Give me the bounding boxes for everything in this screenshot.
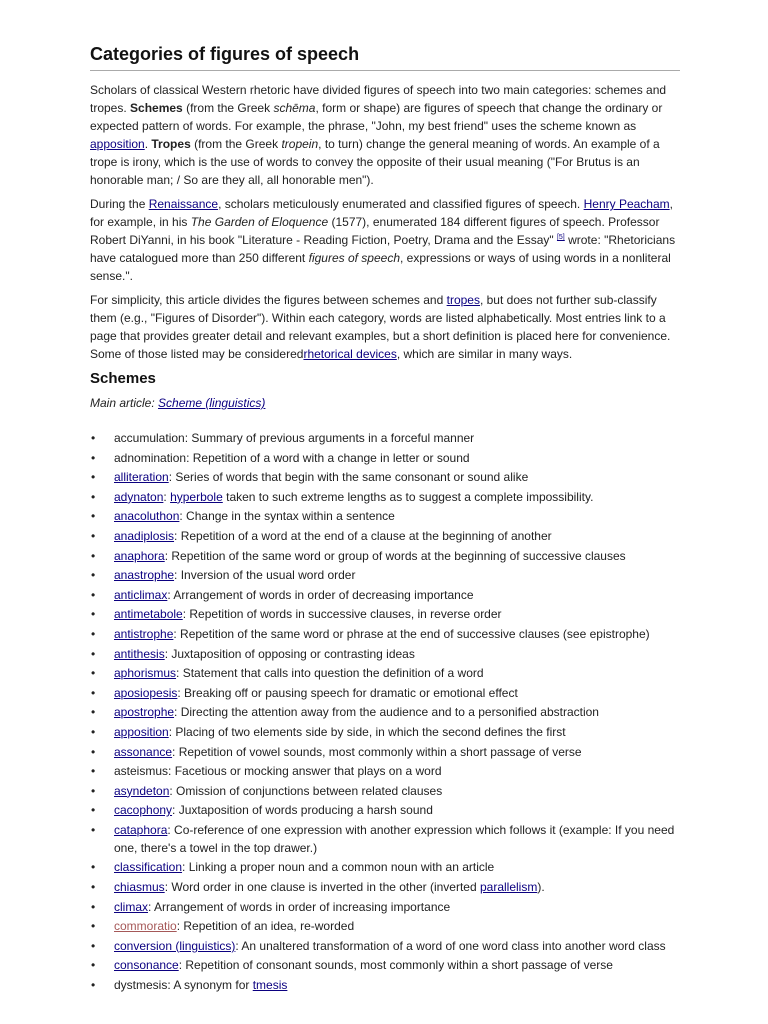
term-link[interactable]: anacoluthon [114, 509, 180, 524]
link-scheme-linguistics[interactable]: Scheme (linguistics) [158, 396, 266, 410]
text: . [144, 137, 152, 151]
bullet-icon: • [91, 803, 96, 818]
book-title: The Garden of Eloquence [190, 215, 329, 229]
text: , form or shape) are figures of speech that change the ordinary or expected pattern of words. For example, the phrase, "John, my best friend" uses the scheme known as [90, 101, 663, 133]
term-link[interactable]: assonance [114, 744, 173, 759]
list-item [90, 605, 680, 623]
term-link[interactable]: conversion (linguistics) [114, 938, 236, 953]
bullet-icon: • [91, 666, 96, 681]
bullet-icon: • [91, 450, 96, 465]
term-link[interactable]: antithesis [114, 646, 165, 661]
text: , for example, in his [90, 197, 673, 229]
term-definition: : [163, 489, 171, 504]
term-definition: : Series of words that begin with the same consonant or sound alike [168, 470, 529, 485]
term-definition: : Inversion of the usual word order [174, 568, 356, 583]
term-definition: : Placing of two elements side by side, in which the second defines the first [168, 724, 566, 739]
term-definition: : Arrangement of words in order of increasing importance [148, 899, 451, 914]
list-item [90, 703, 680, 721]
list-item [90, 956, 680, 974]
term-definition: : Summary of previous arguments in a forceful manner [184, 431, 475, 445]
list-item [90, 821, 680, 857]
term-link[interactable]: antimetabole [114, 607, 183, 622]
schemes-list [90, 429, 680, 994]
list-item [90, 547, 680, 565]
list-item [90, 801, 680, 819]
bullet-icon: • [91, 685, 96, 700]
bullet-icon: • [91, 919, 96, 934]
list-item [90, 527, 680, 545]
term-link[interactable]: anaphora [114, 548, 165, 563]
citation-link[interactable]: [5] [556, 234, 565, 241]
term-definition: : Juxtaposition of opposing or contrasting ideas [164, 646, 415, 661]
bullet-icon: • [91, 860, 96, 875]
term-link[interactable]: classification [114, 860, 183, 875]
text: , to turn) change the general meaning of words. An example of a trope is irony, which is the use of words to convey the opposite of their usual meaning ("For Brutus is an honorable man; / So are they all, all honorable men"). [90, 137, 660, 187]
term-link[interactable]: apposition [114, 724, 169, 739]
text: Main article: [90, 396, 159, 410]
term-definition: : Omission of conjunctions between related clauses [169, 783, 443, 798]
list-item [90, 878, 680, 896]
term-definition: : Linking a proper noun and a common noun with an article [182, 860, 495, 875]
term-link[interactable]: consonance [114, 958, 179, 973]
term-link[interactable]: chiasmus [114, 880, 165, 895]
main-article-note [90, 394, 680, 412]
term-definition: : Repetition of an idea, re-worded [176, 919, 355, 934]
list-item [90, 586, 680, 604]
term-definition: : An unaltered transformation of a word of one word class into another word class [235, 938, 666, 953]
intro-paragraph [90, 81, 680, 189]
term-link[interactable]: apostrophe [114, 705, 175, 720]
link-renaissance[interactable]: Renaissance [148, 197, 219, 211]
term-link[interactable]: anticlimax [114, 587, 168, 602]
list-item [90, 429, 680, 447]
section-heading-schemes: Schemes [90, 370, 156, 387]
bullet-icon: • [91, 744, 96, 759]
term-definition: : Juxtaposition of words producing a harsh sound [172, 803, 433, 818]
term-text: adnomination [114, 450, 187, 465]
renaissance-paragraph [90, 195, 680, 285]
term-link[interactable]: anadiplosis [114, 528, 175, 543]
term-link[interactable]: commoratio [114, 919, 177, 934]
bullet-icon: • [91, 626, 96, 641]
article [90, 42, 680, 996]
list-item [90, 743, 680, 761]
list-item [90, 566, 680, 584]
list-item [90, 858, 680, 876]
bullet-icon: • [91, 764, 96, 779]
bullet-icon: • [91, 548, 96, 563]
list-item [90, 507, 680, 525]
term-definition: : Repetition of vowel sounds, most commonly within a short passage of verse [172, 744, 582, 759]
text: (from the Greek [190, 137, 282, 151]
bullet-icon: • [91, 783, 96, 798]
italic-term: figures of speech [308, 251, 400, 265]
term-definition: : Statement that calls into question the definition of a word [176, 666, 484, 681]
bullet-icon: • [91, 470, 96, 485]
text: wrote: "Rhetoricians have catalogued more than 250 different [90, 233, 676, 265]
list-item [90, 449, 680, 467]
link-rhetorical-devices[interactable]: rhetorical devices [303, 347, 397, 361]
bullet-icon: • [91, 705, 96, 720]
term-link[interactable]: antistrophe [114, 626, 174, 641]
term-link[interactable]: aphorismus [114, 666, 177, 681]
term-definition: taken to such extreme lengths as to suggest a complete impossibility. [222, 489, 594, 504]
term-text: asteismus [114, 764, 169, 779]
term-definition: : Arrangement of words in order of decreasing importance [167, 587, 474, 602]
bullet-icon: • [91, 880, 96, 895]
simplicity-paragraph [90, 291, 680, 363]
term-link[interactable]: alliteration [114, 470, 169, 485]
bullet-icon: • [91, 724, 96, 739]
text: , scholars meticulously enumerated and classified figures of speech. [218, 197, 584, 211]
text: , which are similar in many ways. [396, 347, 573, 361]
text: For simplicity, this article divides the figures between schemes and [90, 293, 447, 307]
list-item [90, 917, 680, 935]
term-definition: : Co-reference of one expression with another expression which follows it (example: If you need one, there's a towel in the top drawer.) [114, 822, 675, 855]
bullet-icon: • [91, 528, 96, 543]
term-definition: : Directing the attention away from the audience and to a personified abstraction [174, 705, 599, 720]
italic-term: tropein [281, 137, 319, 151]
term-link[interactable]: aposiopesis [114, 685, 178, 700]
text: Scholars of classical Western rhetoric have divided figures of speech into two main categories: schemes and tropes. [90, 83, 667, 115]
term-definition: : Repetition of the same word or phrase at the end of successive clauses (see epistrophe) [173, 626, 650, 641]
link-henry-peacham[interactable]: Henry Peacham [583, 197, 670, 211]
inline-term-link[interactable]: tmesis [252, 978, 288, 993]
term-text: dystmesis [114, 978, 168, 993]
term-definition: : Repetition of a word at the end of a clause at the beginning of another [174, 528, 552, 543]
bullet-icon: • [91, 489, 96, 504]
bullet-icon: • [91, 938, 96, 953]
list-item [90, 684, 680, 702]
page-title: Categories of figures of speech [90, 42, 680, 71]
term-definition: ). [537, 880, 545, 895]
list-item [90, 664, 680, 682]
term-link[interactable]: asyndeton [114, 783, 170, 798]
term-definition: : A synonym for [167, 978, 253, 993]
text: During the [90, 197, 149, 211]
term-link[interactable]: cacophony [114, 803, 173, 818]
bullet-icon: • [91, 822, 96, 837]
link-apposition[interactable]: apposition [90, 137, 145, 151]
term-link[interactable]: climax [114, 899, 149, 914]
list-item [90, 468, 680, 486]
italic-term: schēma [273, 101, 316, 115]
list-item [90, 976, 680, 994]
term-link[interactable]: cataphora [114, 822, 168, 837]
list-item [90, 898, 680, 916]
term-definition: : Repetition of the same word or group of words at the beginning of successive clauses [164, 548, 626, 563]
bullet-icon: • [91, 958, 96, 973]
list-item [90, 937, 680, 955]
list-item [90, 782, 680, 800]
bold-term-schemes: Schemes [130, 101, 183, 115]
text: , but does not further sub-classify them (e.g., "Figures of Disorder"). Within each category, words are listed alphabetically. Most entries link to a page that provides greater detail and relevant examples, but a short definition is placed here for convenience. Some of those listed may be considered [90, 293, 671, 361]
list-item [90, 723, 680, 741]
list-item [90, 762, 680, 780]
term-link[interactable]: adynaton [114, 489, 164, 504]
term-definition: : Repetition of consonant sounds, most commonly within a short passage of verse [178, 958, 613, 973]
text: (from the Greek [182, 101, 274, 115]
term-definition: : Repetition of words in successive clauses, in reverse order [182, 607, 502, 622]
bullet-icon: • [91, 509, 96, 524]
bold-term-tropes: Tropes [151, 137, 191, 151]
text: (1577), enumerated 184 different figures of speech. Professor Robert DiYanni, in his book "Literature - Reading Fiction, Poetry, Drama and the Essay" [90, 215, 660, 247]
list-item [90, 625, 680, 643]
list-item [90, 645, 680, 663]
term-definition: : Repetition of a word with a change in letter or sound [186, 450, 470, 465]
term-definition: : Word order in one clause is inverted in the other (inverted [164, 880, 480, 895]
bullet-icon: • [91, 431, 96, 445]
list-item [90, 488, 680, 506]
term-link[interactable]: anastrophe [114, 568, 175, 583]
term-definition: : Facetious or mocking answer that plays on a word [168, 764, 442, 779]
bullet-icon: • [91, 607, 96, 622]
bullet-icon: • [91, 899, 96, 914]
bullet-icon: • [91, 978, 96, 993]
link-tropes[interactable]: tropes [446, 293, 480, 307]
bullet-icon: • [91, 568, 96, 583]
inline-term-link[interactable]: hyperbole [170, 489, 223, 504]
bullet-icon: • [91, 646, 96, 661]
inline-term-link[interactable]: parallelism [479, 880, 538, 895]
bullet-icon: • [91, 587, 96, 602]
term-definition: : Change in the syntax within a sentence [179, 509, 395, 524]
text: , expressions or ways of using words in a nonliteral sense.". [90, 251, 671, 283]
term-text: accumulation [114, 431, 185, 445]
term-definition: : Breaking off or pausing speech for dramatic or emotional effect [177, 685, 518, 700]
